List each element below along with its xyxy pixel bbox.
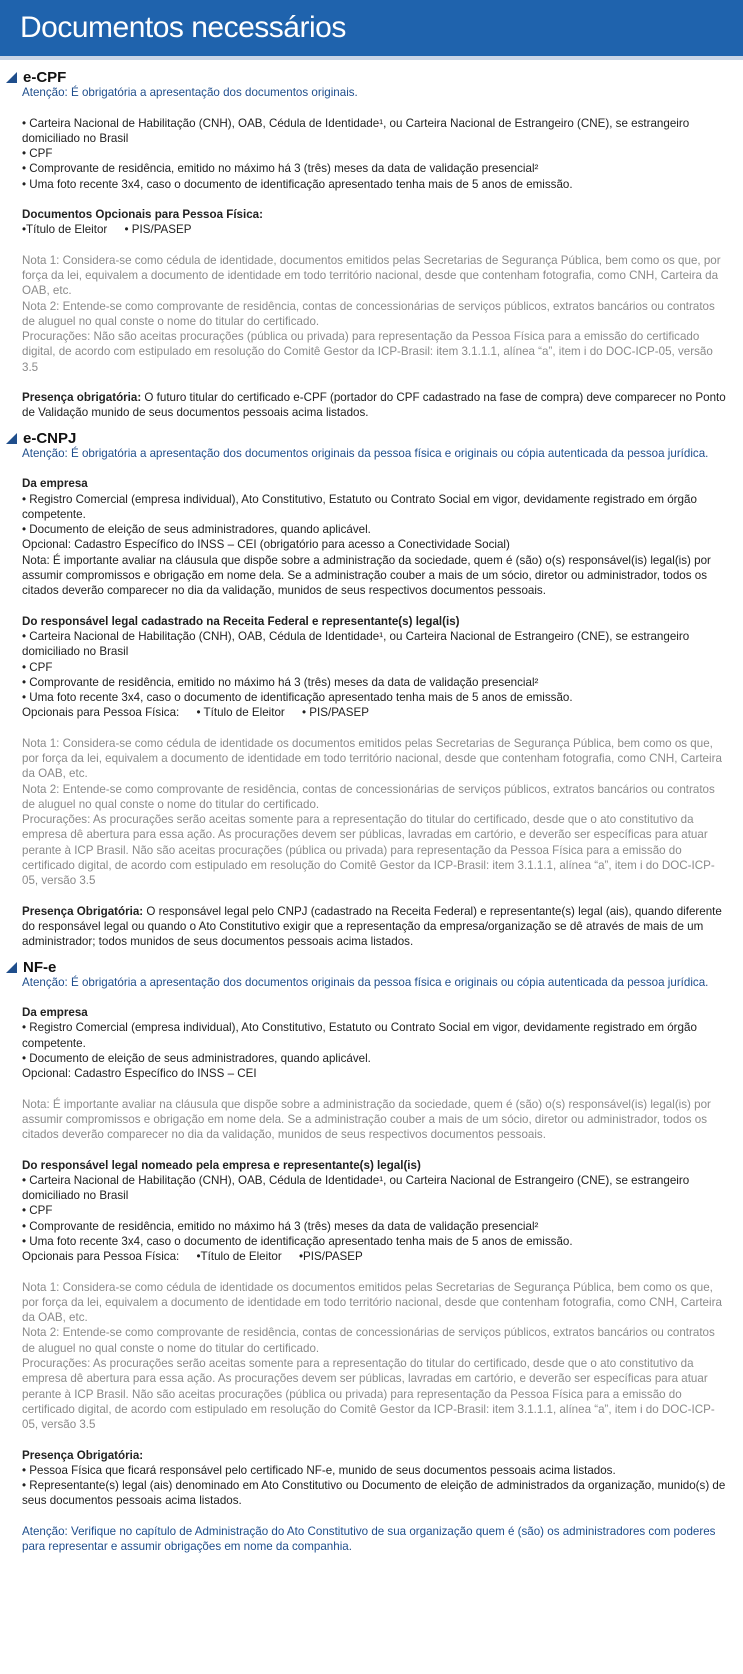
collapse-triangle-icon[interactable] bbox=[6, 962, 17, 973]
section-header-nfe[interactable] bbox=[22, 960, 727, 975]
presence-title: Presença Obrigatória: bbox=[22, 1448, 144, 1462]
presence-text: O responsável legal pelo CNPJ (cadastrado na Receita Federal) e representante(s) legal (ais), quando diferente do responsável legal ou quando o Ato Constitutivo exigir que a representação da empresa/organização se dê através de mais de um administrador; todos munidos de seus documentos pessoais acima listados. bbox=[22, 904, 722, 949]
legal-title: Do responsável legal nomeado pela empresa e representante(s) legal(is) bbox=[22, 1158, 421, 1172]
optional-list bbox=[22, 222, 727, 237]
optional-text: Opcional: Cadastro Específico do INSS – CEI (obrigatório para acesso a Conectividade Social) bbox=[22, 538, 510, 552]
content bbox=[0, 70, 743, 1554]
presence-text: O futuro titular do certificado e-CPF (portador do CPF cadastrado na fase de compra) deve comparecer no Ponto de Validação munido de seus documentos pessoais acima listados. bbox=[22, 391, 726, 420]
collapse-triangle-icon[interactable] bbox=[6, 72, 17, 83]
presence-list bbox=[22, 1463, 727, 1509]
company-title: Da empresa bbox=[22, 477, 88, 491]
attention-text: Atenção: É obrigatória a apresentação dos documentos originais da pessoa física e originais ou cópia autenticada da pessoa jurídica. bbox=[22, 975, 709, 989]
procuracoes-note: Procurações: Não são aceitas procurações (pública ou privada) para representação da Pessoa Física para a emissão do certificado digital, de acordo com estipulado em resolução do Comitê Gestor da ICP-Brasil: item 3.1.1.1, alínea “a”, item i do DOC-ICP-05, versão 3.5 bbox=[22, 330, 713, 374]
optional-list bbox=[22, 705, 727, 720]
list-item: • Carteira Nacional de Habilitação (CNH), OAB, Cédula de Identidade¹, ou Carteira Nacional de Estrangeiro (CNE), se estrangeiro domiciliado no Brasil bbox=[22, 1173, 727, 1204]
presence-label: Presença obrigatória: bbox=[22, 391, 142, 405]
note-2: Nota 2: Entende-se como comprovante de residência, contas de concessionárias de serviços públicos, extratos bancários ou contratos de aluguel no qual conste o nome do titular do certificado. bbox=[22, 299, 715, 328]
company-list bbox=[22, 1020, 727, 1066]
list-item: • Registro Comercial (empresa individual), Ato Constitutivo, Estatuto ou Contrato Social em vigor, devidamente registrado em órgão competente. bbox=[22, 492, 727, 523]
list-item: • CPF bbox=[22, 1203, 727, 1218]
presence-paragraph bbox=[22, 904, 727, 950]
optional-item: •Título de Eleitor bbox=[22, 223, 108, 237]
list-item: • Comprovante de residência, emitido no máximo há 3 (três) meses da data de validação presencial² bbox=[22, 1219, 727, 1234]
optional-item: •Título de Eleitor bbox=[196, 1250, 282, 1264]
list-item: • Uma foto recente 3x4, caso o documento de identificação apresentado tenha mais de 5 anos de emissão. bbox=[22, 690, 727, 705]
page-header bbox=[0, 0, 743, 60]
optional-item: • PIS/PASEP bbox=[124, 223, 192, 237]
company-note: Nota: É importante avaliar na cláusula que dispõe sobre a administração da sociedade, quem é (são) o(s) responsável(is) legal(is) por assumir compromissos e obrigação em nome dela. Se a administração couber a mais de um sócio, diretor ou administrador, todos os citados deverão comparecer no dia da validação, munidos de seus respectivos documentos pessoais. bbox=[22, 553, 711, 598]
list-item: • Carteira Nacional de Habilitação (CNH), OAB, Cédula de Identidade¹, ou Carteira Nacional de Estrangeiro (CNE), se estrangeiro domiciliado no Brasil bbox=[22, 629, 727, 660]
optional-item: • Título de Eleitor bbox=[196, 706, 285, 720]
list-item: • Documento de eleição de seus administradores, quando aplicável. bbox=[22, 1051, 727, 1066]
presence-label: Presença Obrigatória: bbox=[22, 904, 144, 918]
list-item: • Representante(s) legal (ais) denominado em Ato Constitutivo ou Documento de eleição de administrados da organização, munido(s) de seus documentos pessoais acima listados. bbox=[22, 1478, 727, 1509]
company-list bbox=[22, 492, 727, 538]
final-attention: Atenção: Verifique no capítulo de Administração do Ato Constitutivo de sua organização quem é (são) os administradores com poderes para representar e assumir obrigações em nome da companhia. bbox=[22, 1524, 716, 1554]
section-header-ecnpj[interactable] bbox=[22, 431, 727, 446]
section-header-ecpf[interactable] bbox=[22, 70, 727, 85]
document-list bbox=[22, 116, 727, 192]
collapse-triangle-icon[interactable] bbox=[6, 433, 17, 444]
list-item: • Documento de eleição de seus administradores, quando aplicável. bbox=[22, 522, 727, 537]
optional-item: •PIS/PASEP bbox=[298, 1250, 363, 1264]
list-item: • Carteira Nacional de Habilitação (CNH), OAB, Cédula de Identidade¹, ou Carteira Nacional de Estrangeiro (CNE), se estrangeiro domiciliado no Brasil bbox=[22, 116, 727, 147]
page-title: Documentos necessários bbox=[20, 11, 346, 45]
note-1: Nota 1: Considera-se como cédula de identidade os documentos emitidos pelas Secretarias de Segurança Pública, bem como os que, por força da lei, equivalem a documento de identidade em todo território nacional, desde que contenham fotografia, como CNH, Carteira da OAB, etc. bbox=[22, 736, 722, 781]
legal-list bbox=[22, 629, 727, 705]
note-1: Nota 1: Considera-se como cédula de identidade os documentos emitidos pelas Secretarias de Segurança Pública, bem como os que, por força da lei, equivalem a documento de identidade em todo território nacional, desde que contenham fotografia, como CNH, Carteira da OAB, etc. bbox=[22, 1280, 722, 1325]
section-title: e-CNPJ bbox=[23, 429, 77, 447]
section-title: NF-e bbox=[23, 958, 57, 976]
list-item: • Uma foto recente 3x4, caso o documento de identificação apresentado tenha mais de 5 anos de emissão. bbox=[22, 1234, 727, 1249]
company-title: Da empresa bbox=[22, 1006, 88, 1020]
procuracoes-note: Procurações: As procurações serão aceitas somente para a representação do titular do certificado, desde que o ato constitutivo da empresa dê abertura para essa ação. As procurações devem ser públicas, lavradas em cartório, e deverão ser específicas para atuar perante à ICP Brasil. Não são aceitas procurações (pública ou privada) para representação da Pessoa Física para a emissão do certificado digital, de acordo com estipulado em resolução do Comitê Gestor da ICP-Brasil: item 3.1.1.1, alínea “a”, item i do DOC-ICP-05, versão 3.5 bbox=[22, 1357, 715, 1432]
optional-label: Opcionais para Pessoa Física: bbox=[22, 706, 180, 720]
list-item: • Registro Comercial (empresa individual), Ato Constitutivo, Estatuto ou Contrato Social em vigor, devidamente registrado em órgão competente. bbox=[22, 1020, 727, 1051]
attention-text: Atenção: É obrigatória a apresentação dos documentos originais da pessoa física e originais ou cópia autenticada da pessoa jurídica. bbox=[22, 446, 709, 460]
legal-title: Do responsável legal cadastrado na Receita Federal e representante(s) legal(is) bbox=[22, 614, 460, 628]
legal-list bbox=[22, 1173, 727, 1249]
optional-label: Opcionais para Pessoa Física: bbox=[22, 1250, 180, 1264]
attention-text: Atenção: É obrigatória a apresentação dos documentos originais. bbox=[22, 86, 358, 100]
optional-list bbox=[22, 1249, 727, 1264]
section-title: e-CPF bbox=[23, 69, 67, 86]
list-item: • Pessoa Física que ficará responsável pelo certificado NF-e, munido de seus documentos pessoais acima listados. bbox=[22, 1463, 727, 1478]
presence-paragraph bbox=[22, 390, 727, 421]
optional-title: Documentos Opcionais para Pessoa Física: bbox=[22, 208, 263, 222]
list-item: • CPF bbox=[22, 146, 727, 161]
note-1: Nota 1: Considera-se como cédula de identidade, documentos emitidos pelas Secretarias de Segurança Pública, bem como os que, por força da lei, equivalem a documento de identidade em todo território nacional, desde que contenham fotografia, como CNH, Carteira da OAB, etc. bbox=[22, 253, 721, 298]
list-item: • CPF bbox=[22, 660, 727, 675]
note-2: Nota 2: Entende-se como comprovante de residência, contas de concessionárias de serviços públicos, extratos bancários ou contratos de aluguel no qual conste o nome do titular do certificado. bbox=[22, 782, 715, 811]
note-2: Nota 2: Entende-se como comprovante de residência, contas de concessionárias de serviços públicos, extratos bancários ou contratos de aluguel no qual conste o nome do titular do certificado. bbox=[22, 1326, 715, 1355]
optional-item: • PIS/PASEP bbox=[302, 706, 369, 720]
list-item: • Comprovante de residência, emitido no máximo há 3 (três) meses da data de validação presencial² bbox=[22, 675, 727, 690]
optional-text: Opcional: Cadastro Específico do INSS – CEI bbox=[22, 1067, 257, 1081]
company-note: Nota: É importante avaliar na cláusula que dispõe sobre a administração da sociedade, quem é (são) o(s) responsável(is) legal(is) por assumir compromissos e obrigação em nome dela. Se a administração couber a mais de um sócio, diretor ou administrador, todos os citados deverão comparecer no dia da validação, munidos de seus respectivos documentos pessoais. bbox=[22, 1097, 711, 1142]
procuracoes-note: Procurações: As procurações serão aceitas somente para a representação do titular do certificado, desde que o ato constitutivo da empresa dê abertura para essa ação. As procurações devem ser públicas, lavradas em cartório, e deverão ser específicas para atuar perante à ICP Brasil. Não são aceitas procurações (pública ou privada) para representação da Pessoa Física para a emissão do certificado digital, de acordo com estipulado em resolução do Comitê Gestor da ICP-Brasil: item 3.1.1.1, alínea “a”, item i do DOC-ICP-05, versão 3.5 bbox=[22, 813, 715, 888]
list-item: • Uma foto recente 3x4, caso o documento de identificação apresentado tenha mais de 5 anos de emissão. bbox=[22, 177, 727, 192]
list-item: • Comprovante de residência, emitido no máximo há 3 (três) meses da data de validação presencial² bbox=[22, 161, 727, 176]
